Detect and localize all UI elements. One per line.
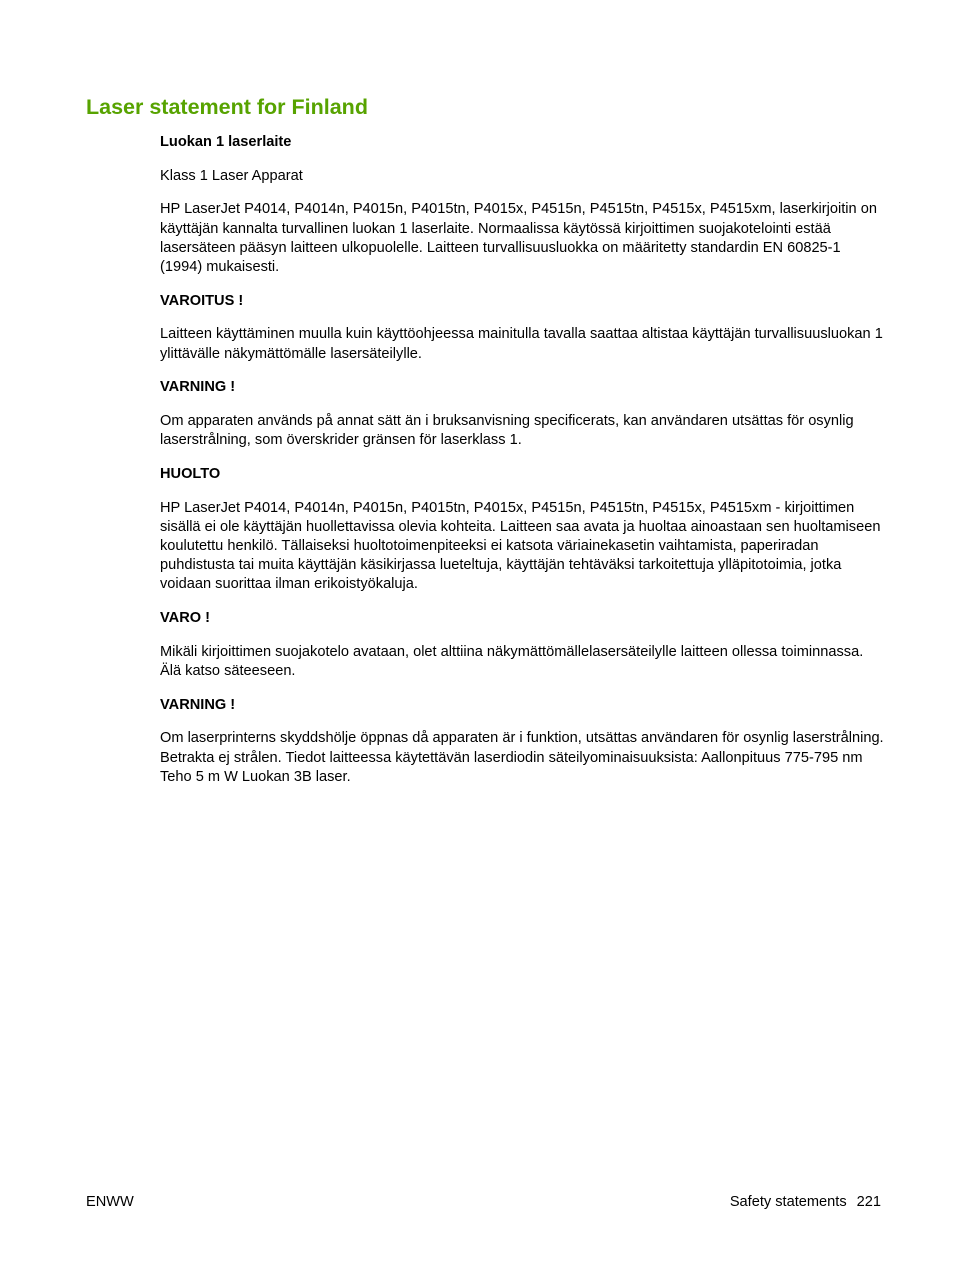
varo-heading: VARO ! (160, 610, 210, 627)
class-1-heading: Luokan 1 laserlaite (160, 134, 292, 150)
page-number: 221 (856, 1194, 881, 1210)
footer-left-label: ENWW (86, 1194, 134, 1210)
class-1-swedish-paragraph: Klass 1 Laser Apparat (160, 167, 303, 184)
statement-body (160, 133, 885, 802)
varo-paragraph: Mikäli kirjoittimen suojakotelo avataan, olet alttiina näkymättömällelasersäteilylle laitteen ollessa toiminnassa. Älä katso säteeseen. (160, 643, 864, 680)
varning-paragraph: Om apparaten används på annat sätt än i bruksanvisning specificerats, kan användaren utsättas för osynlig laserstrålning, som överskrider gränsen för laserklass 1. (160, 413, 854, 449)
varoitus-paragraph: Laitteen käyttäminen muulla kuin käyttöohjeessa mainitulla tavalla saattaa altistaa käyttäjän turvallisuusluokan 1 ylittävälle näkymättömälle lasersäteilylle. (160, 326, 883, 362)
varning-heading-2: VARNING ! (160, 696, 236, 713)
huolto-paragraph: HP LaserJet P4014, P4014n, P4015n, P4015tn, P4015x, P4515n, P4515tn, P4515x, P4515xm - kirjoittimen sisällä ei ole käyttäjän huollettavissa olevia kohteita. Laitteen saa avata ja huoltaa ainoastaan sen huoltamiseen koulutettu henkilö. Tällaiseksi huoltotoimenpiteeksi ei katsota väriainekasetin vaihtamista, paperiradan puhdistusta tai muita käyttäjän käsikirjassa lueteltuja, käyttäjän tehtäväksi tarkoitettuja ylläpitotoimia, jotka voidaan suorittaa ilman erikoistyökaluja. (160, 499, 881, 593)
varning-heading: VARNING ! (160, 379, 236, 396)
varoitus-heading: VAROITUS ! (160, 292, 244, 309)
footer-right (730, 1193, 881, 1212)
page-title: Laser statement for Finland (86, 95, 368, 119)
huolto-heading: HUOLTO (160, 465, 221, 482)
varning-paragraph-2: Om laserprinterns skyddshölje öppnas då apparaten är i funktion, utsättas användaren för osynlig laserstrålning. Betrakta ej strålen. Tiedot laitteessa käytettävän laserdiodin säteilyominaisuuksista: Aallonpituus 775-795 nm Teho 5 m W Luokan 3B laser. (160, 730, 884, 785)
footer-section-name: Safety statements (729, 1194, 847, 1210)
product-safety-paragraph: HP LaserJet P4014, P4014n, P4015n, P4015tn, P4015x, P4515n, P4515tn, P4515x, P4515xm, laserkirjoitin on käyttäjän kannalta turvallinen luokan 1 laserlaite. Normaalissa käytössä kirjoittimen suojakotelointi estää lasersäteen pääsyn laitteen ulkopuolelle. Laitteen turvallisuusluokka on määritetty standardin EN 60825-1 (1994) mukaisesti. (160, 201, 877, 276)
